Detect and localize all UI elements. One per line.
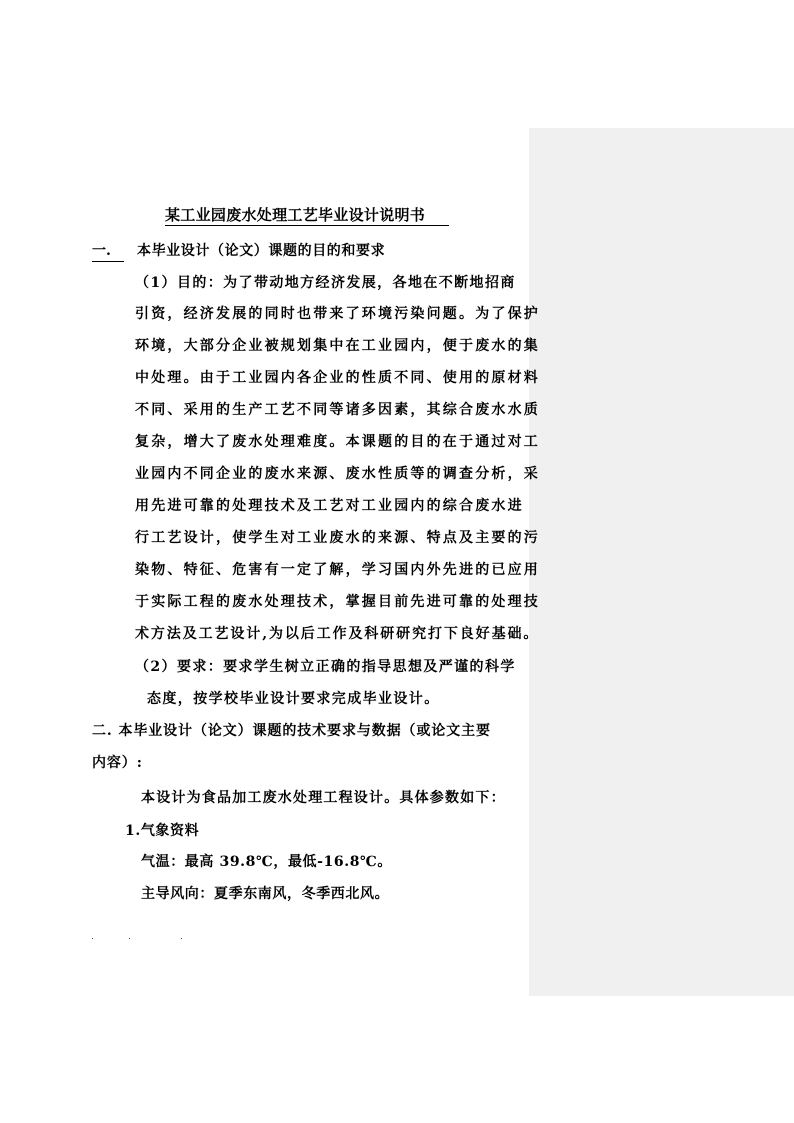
wind-direction-line: 主导风向：夏季东南风，冬季西北风。	[141, 886, 390, 902]
section1-paragraph-line: 引资，经济发展的同时也带来了环境污染问题。为了保护	[135, 306, 540, 322]
section1-paragraph-line: 染物、特征、危害有一定了解，学习国内外先进的已应用	[135, 562, 540, 578]
section1-paragraph-line: 用先进可靠的处理技术及工艺对工业园内的综合废水进	[135, 498, 524, 514]
section1-paragraph-line: 行工艺设计，使学生对工业废水的来源、特点及主要的污	[135, 530, 540, 546]
temperature-line: 气温：最高 39.8℃，最低-16.8℃。	[141, 854, 393, 870]
comment-pane	[529, 128, 794, 996]
section1-paragraph-line: （1）目的：为了带动地方经济发展，各地在不断地招商	[135, 275, 516, 291]
section2-heading: 二. 本毕业设计（论文）课题的技术要求与数据（或论文主要	[92, 723, 491, 739]
item1-title: 1.气象资料	[125, 823, 200, 839]
section1-number: 一.	[92, 241, 124, 262]
section2-intro: 本设计为食品加工废水处理工程设计。具体参数如下：	[141, 790, 506, 806]
footer-marks	[92, 934, 192, 944]
section2-heading-continued: 内容）:	[92, 755, 143, 771]
section1-paragraph-line: 复杂，增大了废水处理难度。本课题的目的在于通过对工	[135, 434, 540, 450]
section1-paragraph-line: 环境，大部分企业被规划集中在工业园内，便于废水的集	[135, 338, 540, 354]
section1-requirement-line: 态度，按学校毕业设计要求完成毕业设计。	[147, 691, 440, 707]
section1-paragraph-line: 不同、采用的生产工艺不同等诸多因素，其综合废水水质	[135, 402, 540, 418]
section1-paragraph-line: 业园内不同企业的废水来源、废水性质等的调查分析，采	[135, 466, 540, 482]
section1-paragraph-line: 于实际工程的废水处理技术，掌握目前先进可靠的处理技	[135, 594, 540, 610]
section1-requirement-line: （2）要求：要求学生树立正确的指导思想及严谨的科学	[135, 659, 516, 675]
section1-paragraph-line: 术方法及工艺设计,为以后工作及科研研究打下良好基础。	[135, 626, 540, 642]
section1-heading: 本毕业设计（论文）课题的目的和要求	[137, 243, 386, 259]
document-title: 某工业园废水处理工艺毕业设计说明书	[165, 205, 449, 226]
section1-paragraph-line: 中处理。由于工业园内各企业的性质不同、使用的原材料	[135, 370, 540, 386]
